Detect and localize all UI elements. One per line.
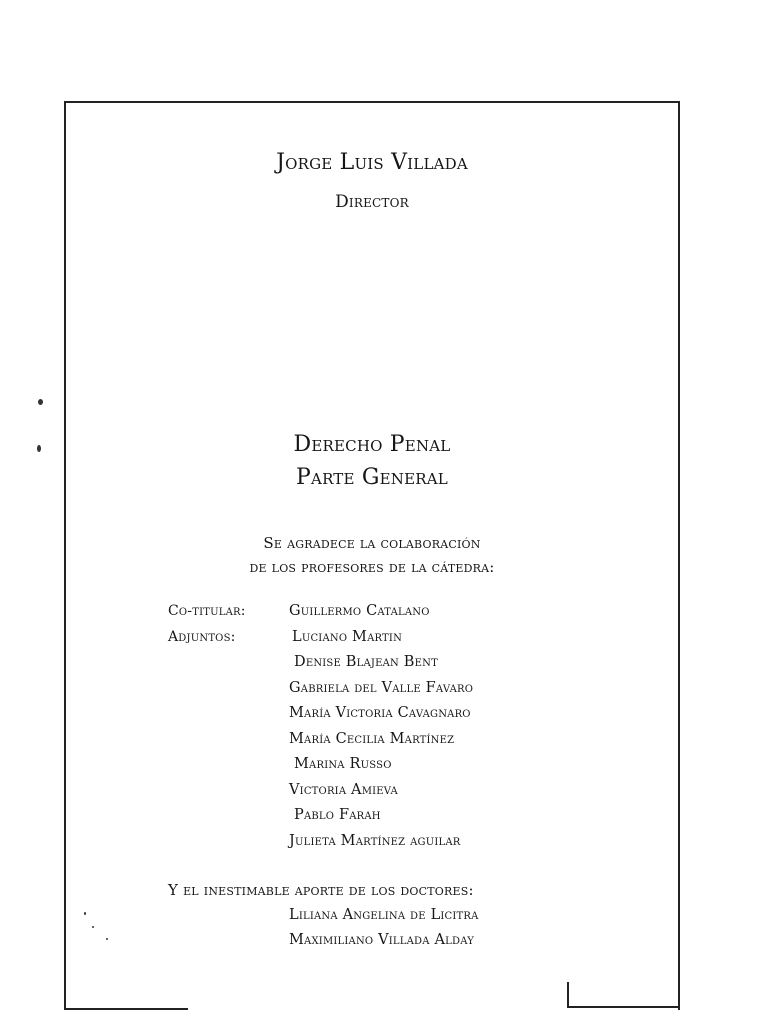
- adjuntos-label: Adjuntos:: [168, 629, 236, 645]
- page-frame: [64, 101, 680, 1010]
- faculty-name: Guillermo Catalano: [289, 603, 430, 619]
- author-name: Jorge Luis Villada: [276, 150, 468, 175]
- cotitular-label: Co-titular:: [168, 603, 246, 619]
- book-title-line-1: Derecho Penal: [293, 432, 451, 457]
- scan-speck: [92, 926, 94, 928]
- scan-speck: [84, 912, 86, 915]
- doctor-name: Liliana Angelina de Licitra: [289, 907, 479, 923]
- author-role: Director: [335, 192, 409, 212]
- acknowledgment-line-2: de los profesores de la cátedra:: [249, 558, 495, 576]
- faculty-name: Denise Blajean Bent: [294, 654, 438, 670]
- scan-speck: [38, 399, 43, 405]
- faculty-name: Victoria Amieva: [289, 781, 398, 798]
- faculty-name: Pablo Farah: [294, 807, 381, 823]
- faculty-names-list: [289, 603, 473, 858]
- frame-corner-tick: [567, 982, 569, 1008]
- frame-bottom-left-edge: [64, 1008, 188, 1010]
- faculty-name: María Victoria Cavagnaro: [289, 705, 471, 721]
- frame-bottom-right-edge: [568, 1006, 680, 1008]
- doctors-heading: Y el inestimable aporte de los doctores:: [168, 881, 474, 899]
- faculty-name: Julieta Martínez aguilar: [289, 832, 461, 849]
- book-title-line-2: Parte General: [296, 465, 448, 490]
- acknowledgment-line-1: Se agradece la colaboración: [263, 534, 481, 552]
- doctor-name: Maximiliano Villada Alday: [289, 932, 475, 948]
- scan-speck: [106, 938, 108, 940]
- faculty-name: María Cecilia Martínez: [289, 730, 455, 747]
- doctors-names-list: [289, 907, 479, 957]
- faculty-name: Gabriela del Valle Favaro: [289, 679, 474, 696]
- faculty-name: Marina Russo: [294, 756, 392, 772]
- faculty-name: Luciano Martin: [292, 628, 403, 645]
- scan-speck: [37, 445, 41, 452]
